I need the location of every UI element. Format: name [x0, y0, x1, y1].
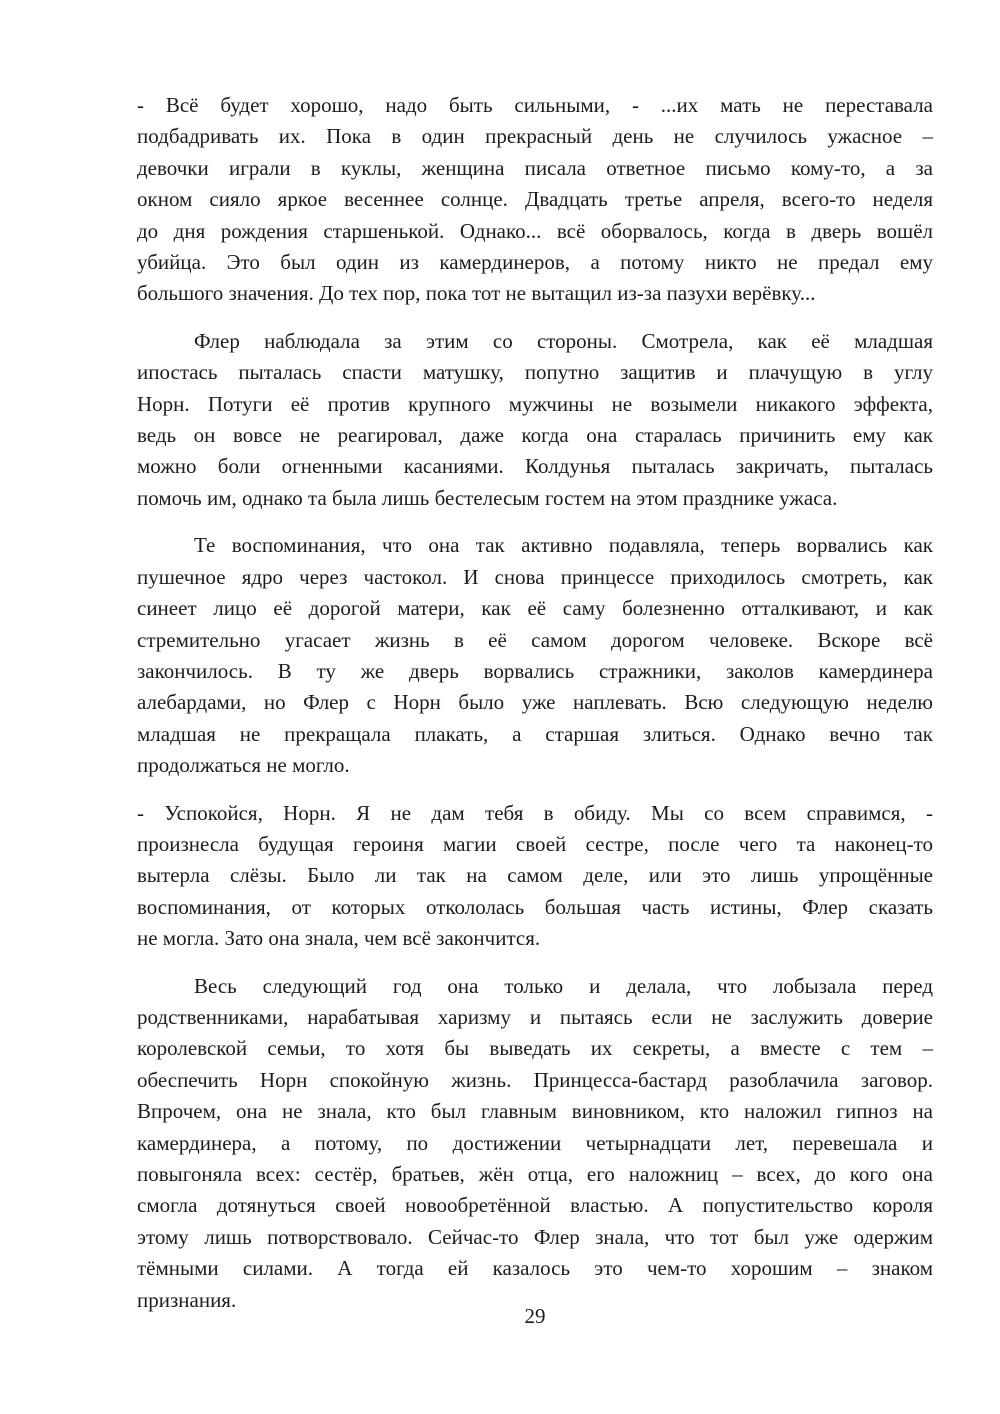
- text-line: младшая не прекращала плакать, а старшая злиться. Однако вечно так: [137, 721, 933, 746]
- text-line: смогла дотянуться своей новообретённой властью. А попустительство короля: [137, 1193, 933, 1218]
- text-line: алебардами, но Флер с Норн было уже наплевать. Всю следующую неделю: [137, 690, 933, 715]
- paragraph: [137, 798, 933, 955]
- text-line: признания.: [137, 1287, 237, 1312]
- text-line: тёмными силами. А тогда ей казалось это чем-то хорошим – знаком: [137, 1256, 933, 1281]
- paragraph: [137, 90, 933, 310]
- text-line: до дня рождения старшенькой. Однако... всё оборвалось, когда в дверь вошёл: [137, 218, 933, 243]
- text-line: Флер наблюдала за этим со стороны. Смотрела, как её младшая: [194, 328, 933, 353]
- text-line: произнесла будущая героиня магии своей сестре, после чего та наконец-то: [137, 831, 933, 856]
- text-line: этому лишь потворствовало. Сейчас-то Флер знала, что тот был уже одержим: [137, 1224, 933, 1249]
- paragraph: [137, 530, 933, 781]
- text-line: закончилось. В ту же дверь ворвались стражники, заколов камердинера: [137, 658, 933, 683]
- text-line: убийца. Это был один из камердинеров, а потому никто не предал ему: [137, 250, 933, 275]
- text-line: Те воспоминания, что она так активно подавляла, теперь ворвались как: [194, 533, 933, 558]
- text-line: повыгоняла всех: сестёр, братьев, жён отца, его наложниц – всех, до кого она: [137, 1162, 933, 1186]
- paragraph: [137, 326, 933, 514]
- text-line: девочки играли в куклы, женщина писала ответное письмо кому-то, а за: [137, 155, 933, 180]
- text-line: родственниками, нарабатывая харизму и пытаясь если не заслужить доверие: [137, 1004, 933, 1029]
- text-line: продолжаться не могло.: [137, 753, 350, 778]
- text-line: обеспечить Норн спокойную жизнь. Принцесса-бастард разоблачила заговор.: [137, 1067, 933, 1092]
- text-line: Норн. Потуги её против крупного мужчины не возымели никакого эффекта,: [137, 391, 933, 416]
- text-line: ипостась пыталась спасти матушку, попутно защитив и плачущую в углу: [137, 360, 933, 385]
- text-line: стремительно угасает жизнь в её самом дорогом человеке. Вскоре всё: [137, 627, 933, 652]
- text-line: воспоминания, от которых откололась большая часть истины, Флер сказать: [137, 894, 933, 919]
- text-line: синеет лицо её дорогой матери, как её саму болезненно отталкивают, и как: [137, 596, 933, 621]
- text-line: ведь он вовсе не реагировал, даже когда она старалась причинить ему как: [137, 423, 933, 448]
- text-line: большого значения. До тех пор, пока тот не вытащил из-за пазухи верёвку...: [137, 281, 816, 306]
- text-line: - Успокойся, Норн. Я не дам тебя в обиду. Мы со всем справимся, -: [137, 800, 933, 825]
- page-number: 29: [524, 1304, 546, 1328]
- text-line: королевской семьи, то хотя бы выведать их секреты, а вместе с тем –: [137, 1036, 933, 1061]
- page-text: [137, 90, 933, 1332]
- text-line: камердинера, а потому, по достижении четырнадцати лет, перевешала и: [137, 1130, 933, 1155]
- text-line: Впрочем, она не знала, кто был главным виновником, кто наложил гипноз на: [137, 1099, 933, 1124]
- paragraph: [137, 971, 933, 1316]
- text-line: вытерла слёзы. Было ли так на самом деле, или это лишь упрощённые: [137, 863, 933, 888]
- text-line: Весь следующий год она только и делала, что лобызала перед: [194, 973, 933, 998]
- text-line: помочь им, однако та была лишь бестелесым гостем на этом празднике ужаса.: [137, 485, 838, 510]
- text-line: - Всё будет хорошо, надо быть сильными, - ...их мать не переставала: [137, 93, 933, 117]
- text-line: не могла. Зато она знала, чем всё закончится.: [137, 926, 541, 951]
- text-line: окном сияло яркое весеннее солнце. Двадцать третье апреля, всего-то неделя: [137, 187, 933, 212]
- text-line: можно боли огненными касаниями. Колдунья пыталась закричать, пыталась: [137, 454, 933, 479]
- text-line: подбадривать их. Пока в один прекрасный день не случилось ужасное –: [137, 124, 933, 149]
- text-line: пушечное ядро через частокол. И снова принцессе приходилось смотреть, как: [137, 564, 933, 589]
